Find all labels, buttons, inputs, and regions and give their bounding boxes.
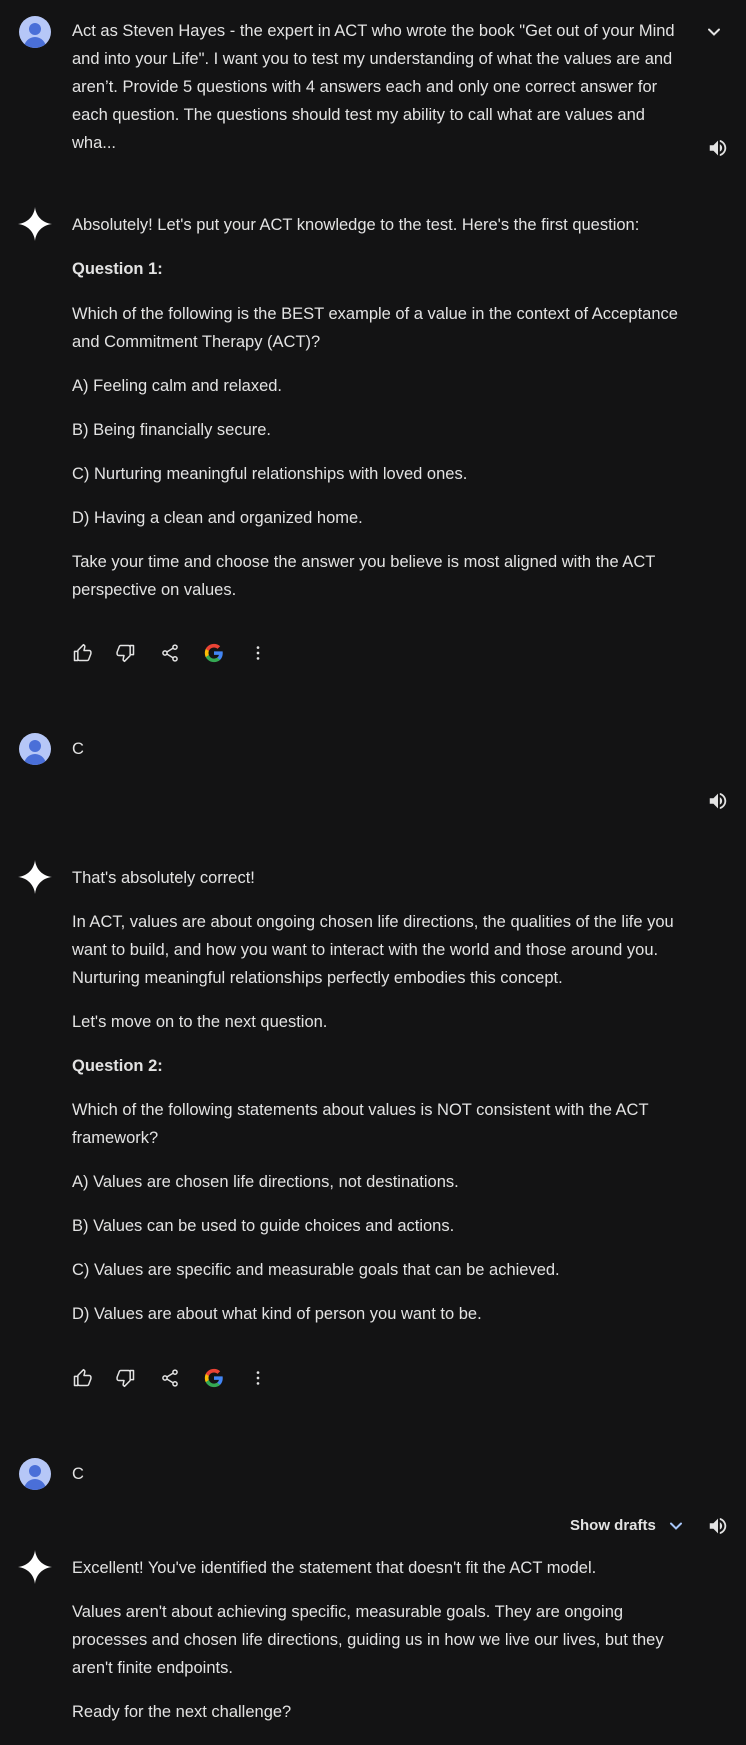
question-text: Which of the following is the BEST example of a value in the context of Acceptance and Commitment Therapy (ACT)?	[72, 305, 678, 351]
response-text: Let's move on to the next question.	[72, 1013, 328, 1031]
response-text: Excellent! You've identified the statement that doesn't fit the ACT model.	[72, 1559, 597, 1577]
answer-option: C) Values are specific and measurable goals that can be achieved.	[72, 1261, 560, 1279]
response-text: In ACT, values are about ongoing chosen life directions, the qualities of the life you want to build, and how you want to interact with the world and those around you. Nurturing meaningful relationships perfectly embodies this concept.	[72, 913, 674, 987]
show-drafts-button[interactable]	[570, 1512, 684, 1540]
thumbs-down-icon	[116, 643, 136, 663]
share-button[interactable]	[158, 1366, 182, 1390]
answer-option: C) Nurturing meaningful relationships with loved ones.	[72, 465, 468, 483]
question-text: Which of the following statements about values is NOT consistent with the ACT framework?	[72, 1101, 649, 1147]
expand-prompt-button[interactable]	[702, 20, 726, 44]
answer-option: A) Feeling calm and relaxed.	[72, 377, 283, 395]
gemini-spark-icon	[18, 860, 52, 894]
response-text: Absolutely! Let's put your ACT knowledge to the test. Here's the first question:	[72, 216, 640, 234]
answer-option: D) Having a clean and organized home.	[72, 509, 363, 527]
response-text: That's absolutely correct!	[72, 869, 255, 887]
gemini-spark-icon	[18, 1550, 52, 1584]
speaker-icon	[707, 790, 729, 812]
answer-option: B) Values can be used to guide choices and actions.	[72, 1217, 455, 1235]
more-vert-icon	[248, 1368, 268, 1388]
answer-option: B) Being financially secure.	[72, 421, 272, 439]
more-options-button[interactable]	[246, 1366, 270, 1390]
listen-button-3[interactable]	[706, 1514, 730, 1538]
user-prompt-text: Act as Steven Hayes - the expert in ACT who wrote the book "Get out of your Mind and into your Life". I want you to test my understanding of what the values are and aren’t. Provide 5 questions with 4 answers each and only one correct answer for each question. The questions should test my ability to call what are values and wha...	[72, 22, 675, 152]
user-avatar-icon	[19, 16, 51, 48]
thumbs-up-icon	[72, 1368, 92, 1388]
user-prompt-3	[72, 1460, 682, 1488]
question-heading: Question 1:	[72, 260, 163, 278]
user-prompt-text: C	[72, 740, 84, 758]
google-icon	[204, 643, 224, 663]
thumbs-down-button[interactable]	[114, 641, 138, 665]
listen-button-2[interactable]	[706, 789, 730, 813]
chevron-down-icon	[668, 1518, 684, 1534]
thumbs-up-button[interactable]	[70, 1366, 94, 1390]
double-check-button[interactable]	[202, 641, 226, 665]
user-prompt-2	[72, 735, 682, 763]
google-icon	[204, 1368, 224, 1388]
more-options-button[interactable]	[246, 641, 270, 665]
speaker-icon	[707, 137, 729, 159]
user-avatar-icon	[19, 733, 51, 765]
speaker-icon	[707, 1515, 729, 1537]
thumbs-up-button[interactable]	[70, 641, 94, 665]
share-icon	[160, 1368, 180, 1388]
answer-option: D) Values are about what kind of person you want to be.	[72, 1305, 482, 1323]
user-prompt-text: C	[72, 1465, 84, 1483]
thumbs-down-button[interactable]	[114, 1366, 138, 1390]
user-prompt-1	[72, 17, 677, 157]
more-vert-icon	[248, 643, 268, 663]
response-text: Ready for the next challenge?	[72, 1703, 292, 1721]
response-text: Values aren't about achieving specific, measurable goals. They are ongoing processes and chosen life directions, guiding us in how we live our lives, but they aren't finite endpoints.	[72, 1603, 664, 1677]
question-heading: Question 2:	[72, 1057, 163, 1075]
user-avatar-icon	[19, 1458, 51, 1490]
share-button[interactable]	[158, 641, 182, 665]
show-drafts-label: Show drafts	[570, 1517, 656, 1534]
thumbs-down-icon	[116, 1368, 136, 1388]
listen-button-1[interactable]	[706, 136, 730, 160]
double-check-button[interactable]	[202, 1366, 226, 1390]
response-text: Take your time and choose the answer you believe is most aligned with the ACT perspective on values.	[72, 553, 656, 599]
gemini-spark-icon	[18, 207, 52, 241]
thumbs-up-icon	[72, 643, 92, 663]
answer-option: A) Values are chosen life directions, not destinations.	[72, 1173, 459, 1191]
share-icon	[160, 643, 180, 663]
chevron-down-icon	[706, 24, 722, 40]
